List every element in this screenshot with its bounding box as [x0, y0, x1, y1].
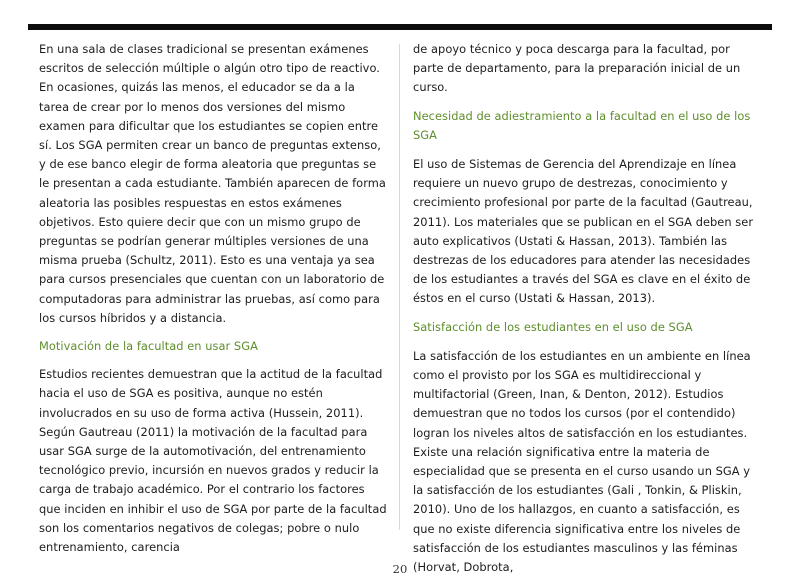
paragraph: Estudios recientes demuestran que la actitud de la facultad hacia el uso de SGA es positiva, aunque no estén involucrados en su uso de forma activa (Hussein, 2011). Según Gautreau (2011) la motivación de la facultad para usar SGA surge de la automotivación, del entrenamiento tecnológico previo, incursión en nuevos grados y reducir la carga de trabajo académico. Por el contrario los factores que inciden en inhibir el uso de SGA por parte de la facultad son los comentarios negativos de colegas; pobre o nulo entrenamiento, carencia [39, 367, 387, 555]
section-heading: Satisfacción de los estudiantes en el uso de SGA [413, 319, 693, 334]
column-divider [399, 44, 400, 530]
page-number: 20 [392, 562, 408, 576]
paragraph: En una sala de clases tradicional se presentan exámenes escritos de selección múltiple o algún otro tipo de reactivo. En ocasiones, quizás las menos, el educador se da a la tarea de crear por lo menos dos versiones del mismo examen para dificultar que los estudiantes se copien entre sí. Los SGA permiten crear un banco de preguntas extenso, y de ese banco elegir de forma aleatoria que preguntas se le presentan a cada estudiante. También aparecen de forma aleatoria las posibles respuestas en estos exámenes objetivos. Esto quiere decir que con un mismo grupo de preguntas se podrían generar múltiples versiones de una misma prueba (Schultz, 2011). Esto es una ventaja ya sea para cursos presenciales que cuentan con un laboratorio de computadoras para administrar las pruebas, así como para los cursos híbridos y a distancia. [39, 42, 386, 325]
left-column [39, 40, 387, 557]
paragraph: La satisfacción de los estudiantes en un ambiente en línea como el provisto por los SGA es multidireccional y multifactorial (Green, Inan, & Denton, 2012). Estudios demuestran que no todos los cursos (por el contendido) logran los niveles altos de satisfacción en los estudiantes. Existe una relación significativa entre la materia de especialidad que se presenta en el curso usando un SGA y la satisfacción de los estudiantes (Gali , Tonkin, & Pliskin, 2010). Uno de los hallazgos, en cuanto a satisfacción, es que no existe diferencia significativa entre los niveles de satisfacción de los estudiantes masculinos y las féminas (Horvat, Dobrota, [413, 348, 751, 575]
section-heading: Necesidad de adiestramiento a la facultad en el uso de los SGA [413, 108, 751, 142]
header-rule [28, 24, 772, 30]
paragraph: El uso de Sistemas de Gerencia del Aprendizaje en línea requiere un nuevo grupo de destrezas, conocimiento y crecimiento profesional por parte de la facultad (Gautreau, 2011). Los materiales que se publican en el SGA deben ser auto explicativos (Ustati & Hassan, 2013). También las destrezas de los educadores para atender las necesidades de los estudiantes a través del SGA es clave en el éxito de éstos en el curso (Ustati & Hassan, 2013). [413, 157, 754, 306]
right-column [413, 40, 761, 577]
paragraph: de apoyo técnico y poca descarga para la facultad, por parte de departamento, para la preparación inicial de un curso. [413, 42, 741, 95]
section-heading: Motivación de la facultad en usar SGA [39, 339, 258, 354]
